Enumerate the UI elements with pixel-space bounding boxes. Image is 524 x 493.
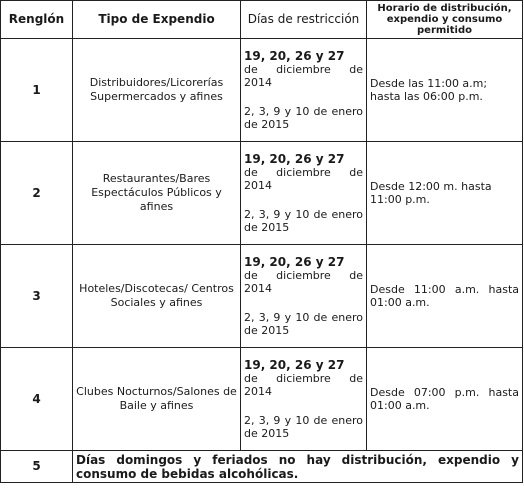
header-tipo-expendio: Tipo de Expendio: [73, 1, 241, 39]
dias-diciembre-cont: de diciembre de 2014: [244, 165, 363, 192]
horario-cell: Desde 07:00 p.m. hasta 01:00 a.m.: [367, 348, 523, 451]
footer-note: Días domingos y feriados no hay distribución, expendio y consumo de bebidas alcohólicas.: [73, 451, 523, 483]
row-number: 4: [1, 348, 73, 451]
row-number: 3: [1, 245, 73, 348]
row-number: 1: [1, 39, 73, 142]
footer-row: [1, 451, 523, 483]
dias-diciembre: 19, 20, 26 y 27: [244, 357, 345, 372]
header-horario: Horario de distribución, expendio y consumo permitido: [367, 1, 523, 39]
dias-enero: 2, 3, 9 y 10 de enero de 2015: [244, 104, 363, 131]
dias-enero: 2, 3, 9 y 10 de enero de 2015: [244, 207, 363, 234]
dias-restriccion-cell: [241, 245, 367, 348]
dias-diciembre: 19, 20, 26 y 27: [244, 48, 345, 63]
table-row: [1, 245, 523, 348]
table-row: [1, 348, 523, 451]
horario-cell: Desde 12:00 m. hasta 11:00 p.m.: [367, 142, 523, 245]
dias-restriccion-cell: [241, 348, 367, 451]
header-renglon: Renglón: [1, 1, 73, 39]
tipo-expendio-cell: Restaurantes/Bares Espectáculos Públicos y afines: [73, 142, 241, 245]
header-row: [1, 1, 523, 39]
header-dias-restriccion: Días de restricción: [241, 1, 367, 39]
table-row: [1, 39, 523, 142]
row-number: 5: [1, 451, 73, 483]
table-row: [1, 142, 523, 245]
dias-diciembre: 19, 20, 26 y 27: [244, 254, 345, 269]
dias-diciembre-cont: de diciembre de 2014: [244, 371, 363, 398]
tipo-expendio-cell: Clubes Nocturnos/Salones de Baile y afines: [73, 348, 241, 451]
tipo-expendio-cell: Distribuidores/Licorerías Supermercados y afines: [73, 39, 241, 142]
dias-enero: 2, 3, 9 y 10 de enero de 2015: [244, 310, 363, 337]
dias-diciembre: 19, 20, 26 y 27: [244, 151, 345, 166]
row-number: 2: [1, 142, 73, 245]
horario-cell: Desde 11:00 a.m. hasta 01:00 a.m.: [367, 245, 523, 348]
dias-restriccion-cell: [241, 142, 367, 245]
dias-restriccion-cell: [241, 39, 367, 142]
dias-diciembre-cont: de diciembre de 2014: [244, 268, 363, 295]
horario-cell: Desde las 11:00 a.m; hasta las 06:00 p.m.: [367, 39, 523, 142]
tipo-expendio-cell: Hoteles/Discotecas/ Centros Sociales y afines: [73, 245, 241, 348]
dias-diciembre-cont: de diciembre de 2014: [244, 62, 363, 89]
dias-enero: 2, 3, 9 y 10 de enero de 2015: [244, 413, 363, 440]
